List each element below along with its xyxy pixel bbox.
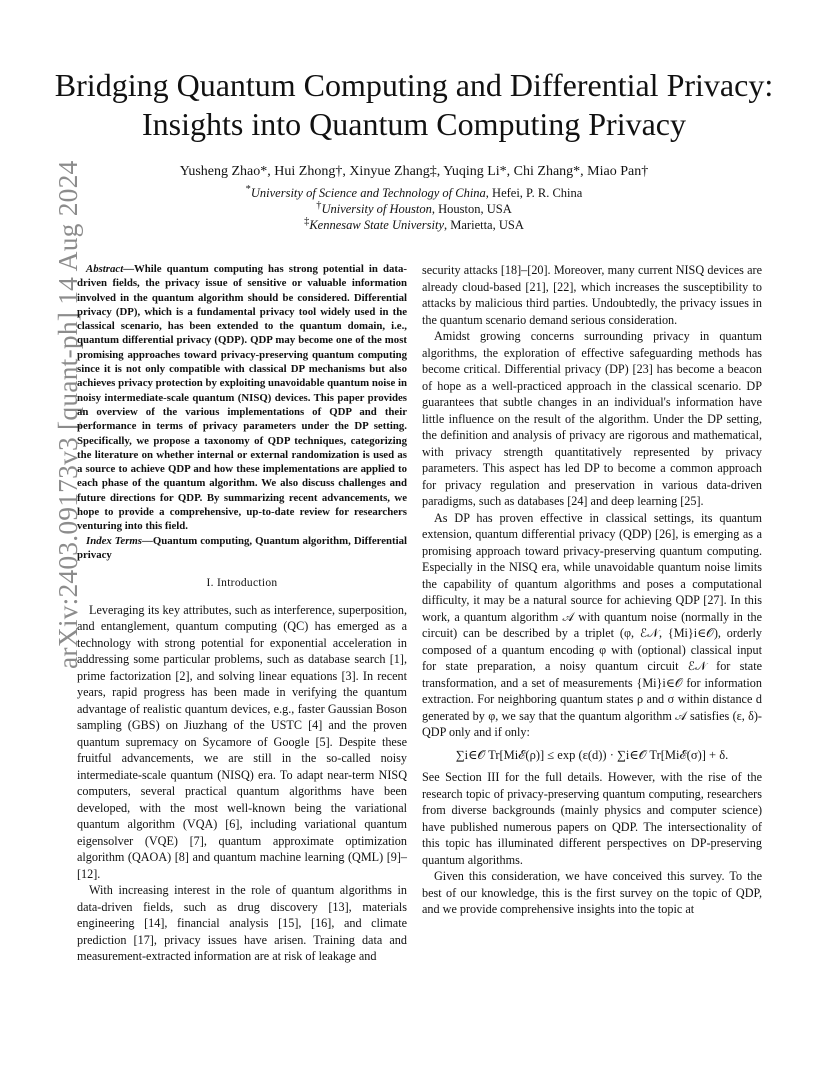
- authors-text: Yusheng Zhao*, Hui Zhong†, Xinyue Zhang‡, Yuqing Li*, Chi Zhang*, Miao Pan†: [179, 164, 649, 179]
- body-paragraph: Amidst growing concerns surrounding privacy in quantum algorithms, the exploration of effective safeguarding methods has become critical. Differential privacy (DP) [23] has become a beacon of hope as a well-practiced approach in the classical scenario. DP guarantees that subtle changes in an individual's information have little influence on the result of the algorithm. Under the DP setting, the definition and analysis of privacy are rigorous and mathematical, with privacy strength quantitatively represented by privacy parameters. This aspect has led DP to become a common approach for privacy regulation and preservation in various data-driven paradigms, such as databases [24] and deep learning [25].: [422, 329, 762, 508]
- body-paragraph: Given this consideration, we have conceived this survey. To the best of our knowledge, this is the first survey on the topic of QDP, and we provide comprehensive insights into the topic at: [422, 869, 762, 916]
- affiliation-mark: ‡: [304, 216, 310, 227]
- affiliation-place: , Houston, USA: [431, 202, 512, 217]
- qdp-equation: ∑i∈𝒪 Tr[Miℰ(ρ)] ≤ exp (ε(d)) · ∑i∈𝒪 Tr[Miℰ(σ)] + δ.: [455, 747, 729, 762]
- body-paragraph: security attacks [18]–[20]. Moreover, many current NISQ devices are already cloud-based [21], [22], which increases the susceptibility to attacks by malicious third parties. Undoubtedly, the privacy issues in the quantum scenario demand serious consideration.: [422, 263, 762, 327]
- affiliation-mark: †: [316, 200, 322, 211]
- arxiv-identifier[interactable]: arXiv:2403.09173v3 [quant-ph] 14 Aug 2024: [52, 160, 83, 669]
- body-paragraph: As DP has proven effective in classical settings, its quantum extension, quantum differential privacy (QDP) [26], is emerging as a promising approach toward privacy-preserving quantum computing. Especially in the NISQ era, while unavoidable quantum noise limits the capability of quantum algorithms and poses a computational difficulty, it may be a natural source for achieving QDP [27]. In this work, a quantum algorithm 𝒜 with quantum noise (normally in the circuit) can be described by a triplet (φ, ℰ𝒩, {Mi}i∈𝒪), orderly composed of a quantum encoding φ with (optional) classical input for state preparation, a noisy quantum circuit ℰ𝒩 for state transformation, and a set of measurements {Mi}i∈𝒪 for information extraction. For neighboring quantum states ρ and σ within distance d generated by φ, we say that the quantum algorithm 𝒜 satisfies (ε, δ)-QDP only and if only:: [422, 510, 762, 739]
- left-column: [77, 262, 407, 965]
- affiliation-3: [40, 214, 788, 233]
- affiliation-name: University of Houston: [321, 202, 432, 217]
- index-terms-lead: Index Terms: [86, 534, 143, 547]
- abstract-lead: Abstract: [86, 263, 124, 275]
- index-terms-text: —Quantum computing, Quantum algorithm, Differential privacy: [77, 534, 407, 561]
- body-paragraph: See Section III for the full details. However, with the rise of the research topic of privacy-preserving quantum computing, researchers from diverse backgrounds (mainly physics and computer science) have published numerous papers on QDP. The intersectionality of this topic has illuminated different perspectives on DP-preserving quantum algorithms.: [422, 770, 762, 867]
- abstract-text: —While quantum computing has strong potential in data-driven fields, the privacy issue of sensitive or valuable information involved in the quantum algorithm should be considered. Differential privacy (DP), which is a fundamental privacy tool widely used in the classical scenario, has been extended to the quantum domain, i.e., quantum differential privacy (QDP). QDP may become one of the most promising approaches toward privacy-preserving quantum computing since it is not only compatible with classical DP mechanisms but also achieves privacy protection by exploiting unavoidable quantum noise in noisy intermediate-scale quantum (NISQ) devices. This paper provides an overview of the various implementations of QDP and their performance in terms of privacy parameters under the DP setting. Specifically, we propose a taxonomy of QDP techniques, categorizing the literature on whether internal or external randomization is used as a source to achieve QDP and how these implementations are applied to each phase of the quantum algorithm. We also discuss challenges and future directions for QDP. By summarizing recent advancements, we hope to provide a comprehensive, up-to-date review for researchers venturing into this field.: [77, 263, 407, 533]
- section-heading: I. Introduction: [206, 577, 278, 590]
- body-paragraph: With increasing interest in the role of quantum algorithms in data-driven fields, such as drug discovery [13], materials engineering [14], financial analysis [15], [16], and climate prediction [17], privacy issues have arisen. Training data and measurement-extracted information are at risk of leakage and: [77, 883, 407, 964]
- affiliation-mark: *: [245, 184, 251, 195]
- affiliation-name: University of Science and Technology of China: [250, 186, 486, 201]
- abstract: [77, 262, 407, 534]
- right-column: [422, 262, 762, 918]
- paper-title: Bridging Quantum Computing and Differential Privacy: Insights into Quantum Computing Privacy: [54, 67, 774, 142]
- body-paragraph: Leveraging its key attributes, such as interference, superposition, and entanglement, quantum computing (QC) has emerged as a technology with strong potential for exponential acceleration in addressing some particular problems, such as database search [1], prime factorization [2], and solving linear equations [3]. In recent years, rapid progress has been made in verifying the quantum advantage of realistic quantum devices, e.g., faster Gaussian Boson sampling (GBS) on Jiuzhang of the USTC [4] and the proven quantum supremacy on Sycamore of Google [5]. Despite these fruitful advancements, we are still in the so-called noisy intermediate-scale quantum (NISQ) era. To adapt near-term NISQ computers, several practical quantum algorithms have been developed, with the most well-known being the variational quantum algorithm (VQA) [6], including variational quantum eigensolver (VQE) [7], quantum approximate optimization algorithm (QAOA) [8] and quantum machine learning (QML) [9]–[12].: [77, 602, 407, 881]
- affiliation-place: , Marietta, USA: [444, 218, 524, 233]
- index-terms: [77, 534, 407, 563]
- affiliation-name: Kennesaw State University: [309, 218, 445, 233]
- author-list: [40, 163, 788, 181]
- affiliation-place: , Hefei, P. R. China: [485, 186, 583, 201]
- arxiv-stamp: [4, 160, 83, 670]
